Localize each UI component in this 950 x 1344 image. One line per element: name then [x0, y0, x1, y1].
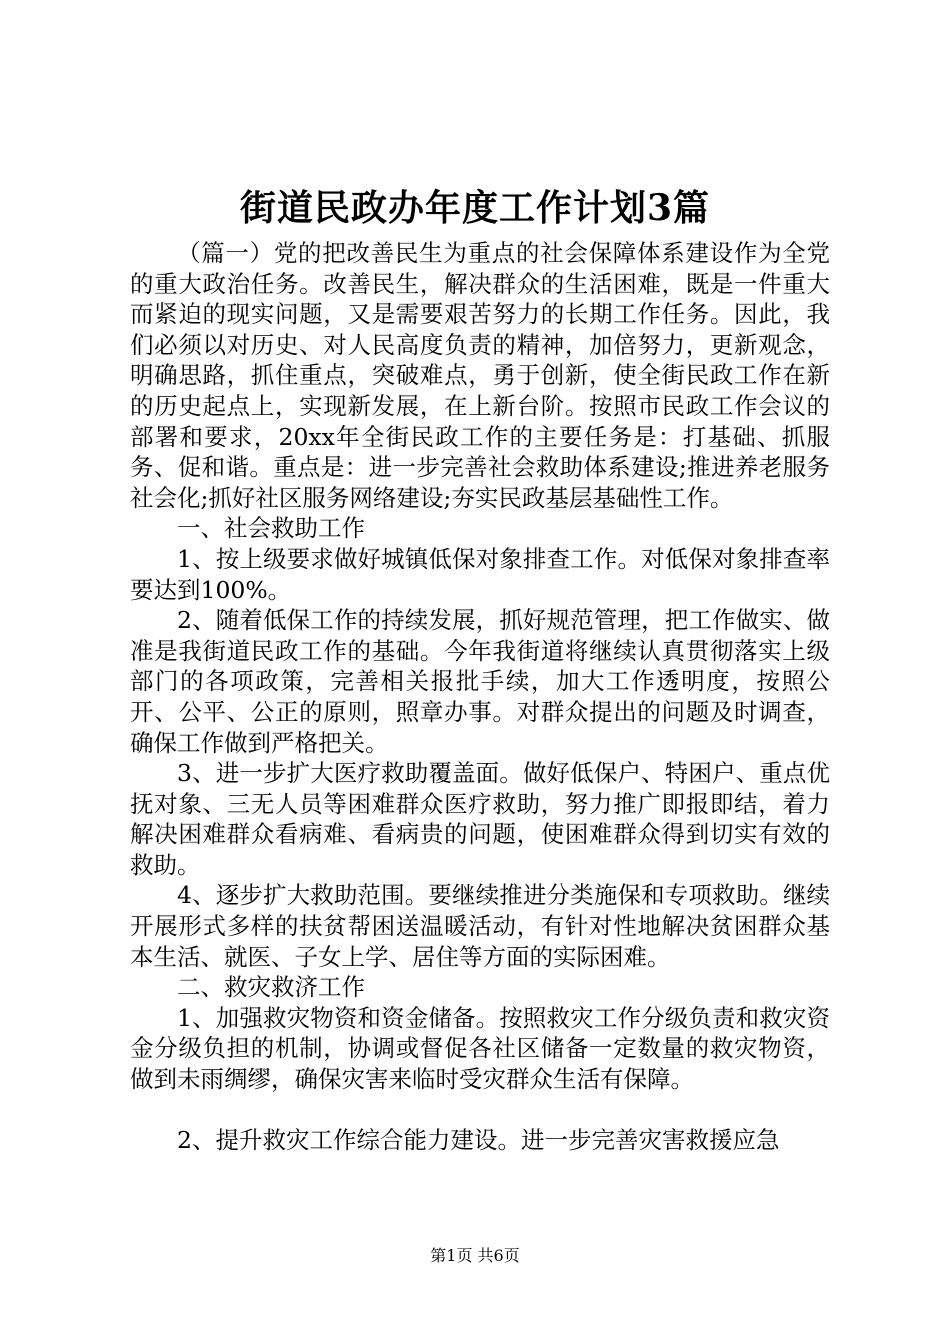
document-title: 街道民政办年度工作计划3篇 — [239, 187, 711, 229]
paragraph-item-2: 2、随着低保工作的持续发展，抓好规范管理，把工作做实、做准是我街道民政工作的基础。今年我街道将继续认真贯彻落实上级部门的各项政策，完善相关报批手续，加大工作透明度，按照公开、公平、公正的原则，照章办事。对群众提出的问题及时调查，确保工作做到严格把关。 — [130, 606, 830, 757]
section-heading-social-assistance: 一、社会救助工作 — [177, 514, 365, 543]
document-body — [130, 238, 830, 1155]
paragraph-item-3: 3、进一步扩大医疗救助覆盖面。做好低保户、特困户、重点优抚对象、三无人员等困难群众医疗救助，努力推广即报即结，着力解决困难群众看病难、看病贵的问题，使困难群众得到切实有效的救助。 — [130, 759, 830, 879]
paragraph-relief-item-1: 1、加强救灾物资和资金储备。按照救灾工作分级负责和救灾资金分级负担的机制，协调或督促各社区储备一定数量的救灾物资，做到未雨绸缪，确保灾害来临时受灾群众生活有保障。 — [130, 1003, 830, 1094]
paragraph-item-1: 1、按上级要求做好城镇低保对象排查工作。对低保对象排查率要达到100%。 — [130, 544, 830, 604]
paragraph-intro: （篇一）党的把改善民生为重点的社会保障体系建设作为全党的重大政治任务。改善民生，解决群众的生活困难，既是一件重大而紧迫的现实问题，又是需要艰苦努力的长期工作任务。因此，我们必须以对历史、对人民高度负责的精神，加倍努力，更新观念，明确思路，抓住重点，突破难点，勇于创新，使全街民政工作在新的历史起点上，实现新发展，在上新台阶。按照市民政工作会议的部署和要求，20xx年全街民政工作的主要任务是：打基础、抓服务、促和谐。重点是：进一步完善社会救助体系建设;推进养老服务社会化;抓好社区服务网络建设;夯实民政基层基础性工作。 — [130, 239, 830, 512]
page-footer: 第1页 共6页 — [430, 1246, 520, 1265]
paragraph-item-4: 4、逐步扩大救助范围。要继续推进分类施保和专项救助。继续开展形式多样的扶贫帮困送温暖活动，有针对性地解决贫困群众基本生活、就医、子女上学、居住等方面的实际困难。 — [130, 881, 830, 971]
section-heading-disaster-relief: 二、救灾救济工作 — [177, 973, 365, 1002]
paragraph-relief-item-2: 2、提升救灾工作综合能力建设。进一步完善灾害救援应急 — [177, 1125, 780, 1154]
